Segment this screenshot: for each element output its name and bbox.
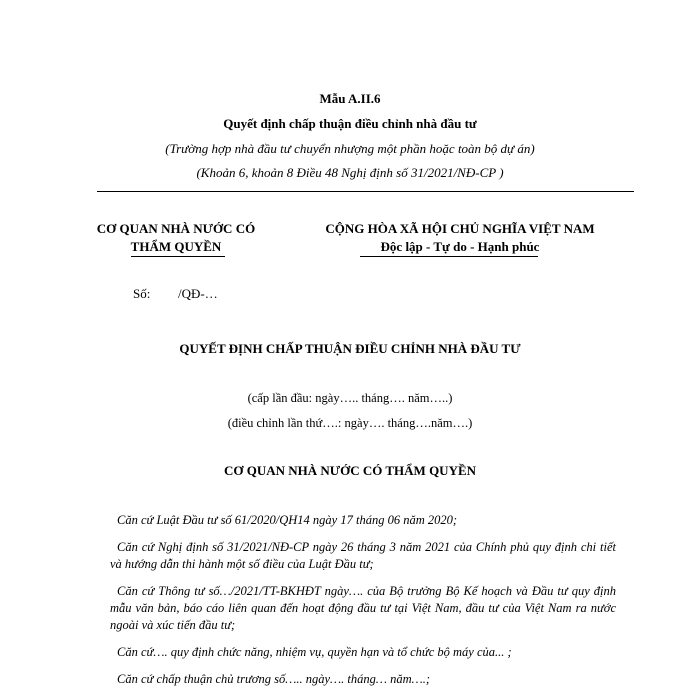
issuing-agency-line-2: THẨM QUYỀN	[130, 239, 222, 254]
form-note-1: (Trường hợp nhà đầu tư chuyển nhượng một phần hoặc toàn bộ dự án)	[165, 141, 535, 156]
decision-title: QUYẾT ĐỊNH CHẤP THUẬN ĐIỀU CHỈNH NHÀ ĐẦU TƯ	[179, 341, 521, 356]
motto-underline	[360, 256, 538, 257]
country-name: CỘNG HÒA XÃ HỘI CHỦ NGHĨA VIỆT NAM	[325, 221, 595, 236]
agency-underline	[131, 256, 225, 257]
form-note-2: (Khoản 6, khoản 8 Điều 48 Nghị định số 31/2021/NĐ-CP )	[196, 165, 504, 180]
legal-bases	[110, 512, 616, 698]
issuing-agency-line-1: CƠ QUAN NHÀ NƯỚC CÓ	[96, 221, 256, 236]
legal-basis-item: Căn cứ chấp thuận chủ trương số….. ngày…. tháng… năm….;	[117, 672, 431, 686]
document-number-value: /QĐ-…	[178, 286, 218, 301]
adjustment-date: (điều chỉnh lần thứ….: ngày…. tháng….năm….)	[227, 416, 473, 430]
document-number-label: Số:	[133, 286, 151, 301]
legal-basis-item: Căn cứ Nghị định số 31/2021/NĐ-CP ngày 26 tháng 3 năm 2021 của Chính phủ quy định chi tiết và hướng dẫn thi hành một số điều của Luật Đầu tư;	[110, 540, 616, 571]
agency-heading: CƠ QUAN NHÀ NƯỚC CÓ THẨM QUYỀN	[223, 463, 477, 478]
national-motto	[300, 220, 620, 256]
legal-basis-item: Căn cứ Luật Đầu tư số 61/2020/QH14 ngày 17 tháng 06 năm 2020;	[117, 513, 458, 527]
first-issue-date: (cấp lần đầu: ngày….. tháng…. năm…..)	[247, 391, 453, 405]
legal-basis-item: Căn cứ Thông tư số…/2021/TT-BKHĐT ngày…. của Bộ trưởng Bộ Kế hoạch và Đầu tư quy định mẫu văn bản, báo cáo liên quan đến hoạt động đầu tư tại Việt Nam, đầu tư của Việt Nam ra nước ngoài và xúc tiến đầu tư;	[110, 584, 616, 632]
form-title: Quyết định chấp thuận điều chỉnh nhà đầu tư	[223, 116, 477, 131]
legal-basis-item: Căn cứ…. quy định chức năng, nhiệm vụ, quyền hạn và tổ chức bộ máy của... ;	[117, 645, 512, 659]
header-divider	[97, 191, 634, 192]
issuing-agency	[70, 220, 282, 256]
form-code: Mẫu A.II.6	[319, 91, 381, 106]
motto: Độc lập - Tự do - Hạnh phúc	[380, 239, 540, 254]
